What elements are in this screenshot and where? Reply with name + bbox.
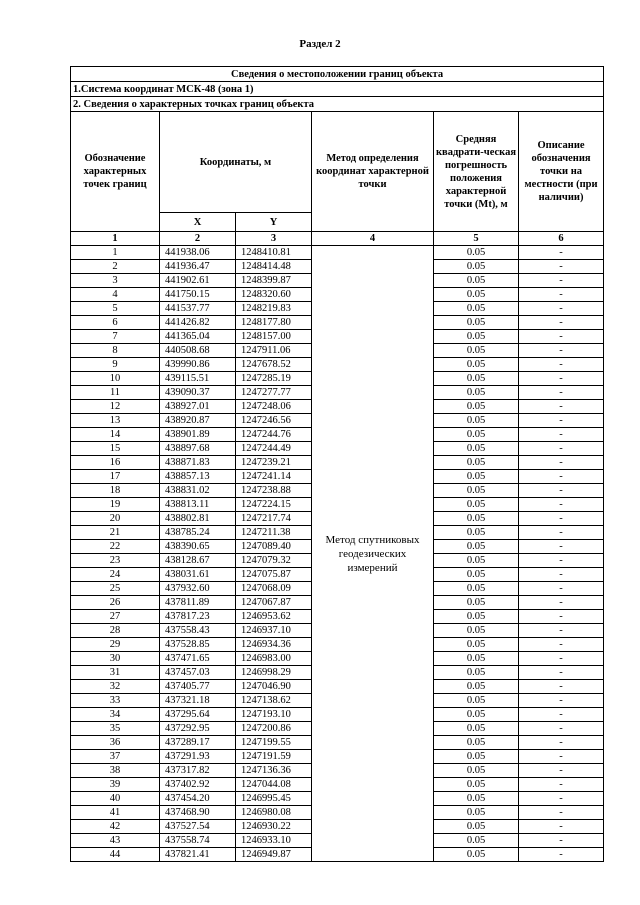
coord-x: 437527.54 <box>160 820 236 834</box>
point-number: 26 <box>71 596 160 610</box>
points-title-row: 2. Сведения о характерных точках границ объекта <box>71 97 604 112</box>
description-value: - <box>519 722 604 736</box>
coord-x: 437454.20 <box>160 792 236 806</box>
coord-x: 438871.83 <box>160 456 236 470</box>
accuracy-value: 0.05 <box>434 666 519 680</box>
description-value: - <box>519 274 604 288</box>
point-number: 2 <box>71 260 160 274</box>
description-value: - <box>519 610 604 624</box>
accuracy-value: 0.05 <box>434 792 519 806</box>
boundary-points-table <box>70 66 604 862</box>
coord-x: 438857.13 <box>160 470 236 484</box>
coord-x: 437471.65 <box>160 652 236 666</box>
description-value: - <box>519 694 604 708</box>
description-value: - <box>519 484 604 498</box>
coord-x: 437932.60 <box>160 582 236 596</box>
accuracy-value: 0.05 <box>434 652 519 666</box>
point-number: 19 <box>71 498 160 512</box>
coord-y: 1247138.62 <box>236 694 312 708</box>
description-value: - <box>519 526 604 540</box>
coord-x: 438813.11 <box>160 498 236 512</box>
coord-y: 1246933.10 <box>236 834 312 848</box>
column-number: 5 <box>434 232 519 246</box>
point-number: 12 <box>71 400 160 414</box>
description-value: - <box>519 442 604 456</box>
coord-y: 1247911.06 <box>236 344 312 358</box>
accuracy-value: 0.05 <box>434 806 519 820</box>
coord-y: 1248399.87 <box>236 274 312 288</box>
coord-y: 1247089.40 <box>236 540 312 554</box>
column-number: 1 <box>71 232 160 246</box>
description-value: - <box>519 288 604 302</box>
description-value: - <box>519 848 604 862</box>
table-row <box>71 246 604 260</box>
coord-y: 1247200.86 <box>236 722 312 736</box>
point-number: 30 <box>71 652 160 666</box>
point-number: 16 <box>71 456 160 470</box>
coord-y: 1247678.52 <box>236 358 312 372</box>
coord-y: 1247241.14 <box>236 470 312 484</box>
accuracy-value: 0.05 <box>434 778 519 792</box>
column-number: 3 <box>236 232 312 246</box>
coord-y: 1248219.83 <box>236 302 312 316</box>
coord-x: 437558.74 <box>160 834 236 848</box>
coord-x: 437811.89 <box>160 596 236 610</box>
description-value: - <box>519 400 604 414</box>
accuracy-value: 0.05 <box>434 568 519 582</box>
accuracy-value: 0.05 <box>434 694 519 708</box>
accuracy-value: 0.05 <box>434 358 519 372</box>
description-value: - <box>519 498 604 512</box>
coord-x: 438927.01 <box>160 400 236 414</box>
coord-y: 1247079.32 <box>236 554 312 568</box>
description-value: - <box>519 358 604 372</box>
point-number: 21 <box>71 526 160 540</box>
accuracy-value: 0.05 <box>434 708 519 722</box>
coord-x: 437817.23 <box>160 610 236 624</box>
coord-y: 1247075.87 <box>236 568 312 582</box>
coord-x: 439990.86 <box>160 358 236 372</box>
coord-y: 1248320.60 <box>236 288 312 302</box>
point-number: 29 <box>71 638 160 652</box>
column-number: 6 <box>519 232 604 246</box>
method-cell: Метод спутниковых геодезических измерений <box>312 246 434 862</box>
coord-x: 439115.51 <box>160 372 236 386</box>
description-value: - <box>519 624 604 638</box>
point-number: 4 <box>71 288 160 302</box>
coord-y: 1247199.55 <box>236 736 312 750</box>
description-value: - <box>519 736 604 750</box>
coord-x: 437292.95 <box>160 722 236 736</box>
accuracy-value: 0.05 <box>434 344 519 358</box>
accuracy-value: 0.05 <box>434 414 519 428</box>
point-number: 13 <box>71 414 160 428</box>
coord-system-row: 1.Система координат МСК-48 (зона 1) <box>71 82 604 97</box>
description-value: - <box>519 512 604 526</box>
coord-y: 1247046.90 <box>236 680 312 694</box>
accuracy-value: 0.05 <box>434 764 519 778</box>
coord-x: 439090.37 <box>160 386 236 400</box>
coord-y: 1246930.22 <box>236 820 312 834</box>
coord-x: 441750.15 <box>160 288 236 302</box>
point-number: 1 <box>71 246 160 260</box>
accuracy-value: 0.05 <box>434 540 519 554</box>
accuracy-value: 0.05 <box>434 428 519 442</box>
accuracy-value: 0.05 <box>434 512 519 526</box>
description-value: - <box>519 330 604 344</box>
coord-x: 438128.67 <box>160 554 236 568</box>
table-body <box>71 246 604 862</box>
point-number: 25 <box>71 582 160 596</box>
coord-x: 437821.41 <box>160 848 236 862</box>
description-value: - <box>519 680 604 694</box>
point-number: 41 <box>71 806 160 820</box>
coord-y: 1248177.80 <box>236 316 312 330</box>
point-number: 39 <box>71 778 160 792</box>
point-number: 28 <box>71 624 160 638</box>
description-value: - <box>519 582 604 596</box>
coord-x: 437468.90 <box>160 806 236 820</box>
coord-y: 1246983.00 <box>236 652 312 666</box>
accuracy-value: 0.05 <box>434 274 519 288</box>
accuracy-value: 0.05 <box>434 456 519 470</box>
description-value: - <box>519 708 604 722</box>
description-value: - <box>519 470 604 484</box>
header-coordinates: Координаты, м <box>160 112 312 213</box>
coord-y: 1246998.29 <box>236 666 312 680</box>
accuracy-value: 0.05 <box>434 554 519 568</box>
coord-x: 441426.82 <box>160 316 236 330</box>
accuracy-value: 0.05 <box>434 302 519 316</box>
point-number: 38 <box>71 764 160 778</box>
coord-x: 441936.47 <box>160 260 236 274</box>
point-number: 31 <box>71 666 160 680</box>
coord-y: 1247285.19 <box>236 372 312 386</box>
coord-x: 440508.68 <box>160 344 236 358</box>
point-number: 15 <box>71 442 160 456</box>
coord-y: 1247217.74 <box>236 512 312 526</box>
description-value: - <box>519 596 604 610</box>
accuracy-value: 0.05 <box>434 400 519 414</box>
accuracy-value: 0.05 <box>434 260 519 274</box>
coord-x: 438031.61 <box>160 568 236 582</box>
accuracy-value: 0.05 <box>434 470 519 484</box>
accuracy-value: 0.05 <box>434 484 519 498</box>
description-value: - <box>519 386 604 400</box>
point-number: 33 <box>71 694 160 708</box>
accuracy-value: 0.05 <box>434 750 519 764</box>
coord-x: 438901.89 <box>160 428 236 442</box>
point-number: 40 <box>71 792 160 806</box>
point-number: 35 <box>71 722 160 736</box>
coord-y: 1247248.06 <box>236 400 312 414</box>
coord-x: 441537.77 <box>160 302 236 316</box>
accuracy-value: 0.05 <box>434 582 519 596</box>
coord-y: 1247244.76 <box>236 428 312 442</box>
coord-x: 441938.06 <box>160 246 236 260</box>
coord-y: 1247044.08 <box>236 778 312 792</box>
coord-y: 1246937.10 <box>236 624 312 638</box>
point-number: 42 <box>71 820 160 834</box>
coord-x: 438897.68 <box>160 442 236 456</box>
coord-y: 1247191.59 <box>236 750 312 764</box>
accuracy-value: 0.05 <box>434 820 519 834</box>
accuracy-value: 0.05 <box>434 288 519 302</box>
description-value: - <box>519 778 604 792</box>
point-number: 43 <box>71 834 160 848</box>
point-number: 10 <box>71 372 160 386</box>
point-number: 17 <box>71 470 160 484</box>
table-title: Сведения о местоположении границ объекта <box>71 67 604 82</box>
accuracy-value: 0.05 <box>434 442 519 456</box>
point-number: 18 <box>71 484 160 498</box>
header-accuracy: Средняя квадрати-ческая погрешность положения характерной точки (Mt), м <box>434 112 519 232</box>
coord-x: 438802.81 <box>160 512 236 526</box>
description-value: - <box>519 554 604 568</box>
accuracy-value: 0.05 <box>434 526 519 540</box>
description-value: - <box>519 414 604 428</box>
description-value: - <box>519 302 604 316</box>
description-value: - <box>519 316 604 330</box>
coord-x: 437528.85 <box>160 638 236 652</box>
accuracy-value: 0.05 <box>434 736 519 750</box>
point-number: 23 <box>71 554 160 568</box>
coord-y: 1246995.45 <box>236 792 312 806</box>
accuracy-value: 0.05 <box>434 386 519 400</box>
accuracy-value: 0.05 <box>434 638 519 652</box>
coord-y: 1247068.09 <box>236 582 312 596</box>
description-value: - <box>519 456 604 470</box>
point-number: 6 <box>71 316 160 330</box>
coord-x: 437321.18 <box>160 694 236 708</box>
point-number: 11 <box>71 386 160 400</box>
column-number: 4 <box>312 232 434 246</box>
coord-x: 437295.64 <box>160 708 236 722</box>
description-value: - <box>519 260 604 274</box>
description-value: - <box>519 764 604 778</box>
description-value: - <box>519 638 604 652</box>
coord-x: 437291.93 <box>160 750 236 764</box>
coord-y: 1248410.81 <box>236 246 312 260</box>
description-value: - <box>519 428 604 442</box>
header-x: X <box>160 213 236 232</box>
coord-y: 1248157.00 <box>236 330 312 344</box>
point-number: 24 <box>71 568 160 582</box>
coord-y: 1247277.77 <box>236 386 312 400</box>
point-number: 44 <box>71 848 160 862</box>
coord-x: 437558.43 <box>160 624 236 638</box>
coord-x: 437402.92 <box>160 778 236 792</box>
description-value: - <box>519 246 604 260</box>
accuracy-value: 0.05 <box>434 596 519 610</box>
coord-y: 1246934.36 <box>236 638 312 652</box>
section-title: Раздел 2 <box>299 38 341 50</box>
point-number: 14 <box>71 428 160 442</box>
point-number: 36 <box>71 736 160 750</box>
accuracy-value: 0.05 <box>434 610 519 624</box>
description-value: - <box>519 806 604 820</box>
accuracy-value: 0.05 <box>434 498 519 512</box>
coord-y: 1247224.15 <box>236 498 312 512</box>
description-value: - <box>519 652 604 666</box>
coord-x: 438920.87 <box>160 414 236 428</box>
coord-x: 438785.24 <box>160 526 236 540</box>
point-number: 9 <box>71 358 160 372</box>
description-value: - <box>519 344 604 358</box>
accuracy-value: 0.05 <box>434 372 519 386</box>
coord-y: 1246980.08 <box>236 806 312 820</box>
coord-y: 1247136.36 <box>236 764 312 778</box>
column-number: 2 <box>160 232 236 246</box>
coord-y: 1247211.38 <box>236 526 312 540</box>
point-number: 5 <box>71 302 160 316</box>
accuracy-value: 0.05 <box>434 680 519 694</box>
description-value: - <box>519 568 604 582</box>
description-value: - <box>519 750 604 764</box>
header-description: Описание обозначения точки на местности (при наличии) <box>519 112 604 232</box>
coord-y: 1246953.62 <box>236 610 312 624</box>
coord-x: 437289.17 <box>160 736 236 750</box>
coord-y: 1246949.87 <box>236 848 312 862</box>
accuracy-value: 0.05 <box>434 316 519 330</box>
point-number: 22 <box>71 540 160 554</box>
coord-x: 441902.61 <box>160 274 236 288</box>
accuracy-value: 0.05 <box>434 834 519 848</box>
coord-x: 437405.77 <box>160 680 236 694</box>
description-value: - <box>519 792 604 806</box>
description-value: - <box>519 666 604 680</box>
coord-x: 441365.04 <box>160 330 236 344</box>
description-value: - <box>519 820 604 834</box>
coord-y: 1247193.10 <box>236 708 312 722</box>
coord-y: 1247244.49 <box>236 442 312 456</box>
accuracy-value: 0.05 <box>434 624 519 638</box>
point-number: 3 <box>71 274 160 288</box>
coord-y: 1247246.56 <box>236 414 312 428</box>
header-method: Метод определения координат характерной точки <box>312 112 434 232</box>
coord-x: 437317.82 <box>160 764 236 778</box>
accuracy-value: 0.05 <box>434 722 519 736</box>
description-value: - <box>519 834 604 848</box>
coord-y: 1247239.21 <box>236 456 312 470</box>
coord-x: 437457.03 <box>160 666 236 680</box>
point-number: 32 <box>71 680 160 694</box>
point-number: 7 <box>71 330 160 344</box>
header-y: Y <box>236 213 312 232</box>
point-number: 37 <box>71 750 160 764</box>
coord-y: 1247238.88 <box>236 484 312 498</box>
accuracy-value: 0.05 <box>434 848 519 862</box>
description-value: - <box>519 372 604 386</box>
coord-y: 1247067.87 <box>236 596 312 610</box>
header-designation: Обозначение характерных точек границ <box>71 112 160 232</box>
coord-x: 438390.65 <box>160 540 236 554</box>
point-number: 8 <box>71 344 160 358</box>
coord-x: 438831.02 <box>160 484 236 498</box>
coord-y: 1248414.48 <box>236 260 312 274</box>
accuracy-value: 0.05 <box>434 246 519 260</box>
point-number: 34 <box>71 708 160 722</box>
description-value: - <box>519 540 604 554</box>
point-number: 27 <box>71 610 160 624</box>
point-number: 20 <box>71 512 160 526</box>
accuracy-value: 0.05 <box>434 330 519 344</box>
